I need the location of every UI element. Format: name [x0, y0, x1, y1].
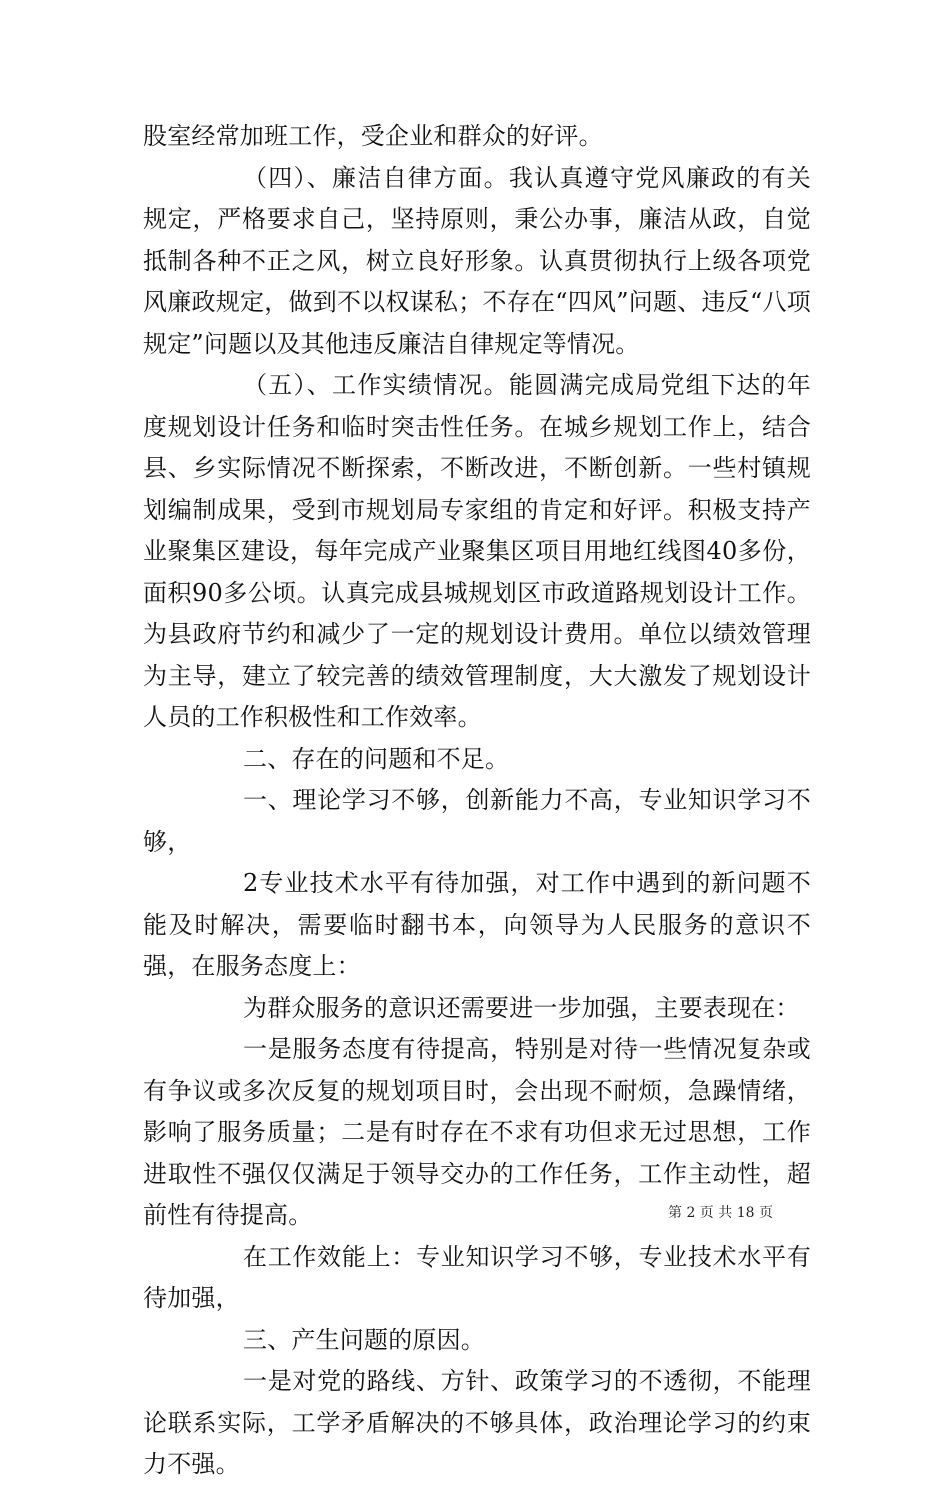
paragraph-continuation: 股室经常加班工作，受企业和群众的好评。 — [143, 122, 603, 150]
paragraph-technical-level: 2专业技术水平有待加强，对工作中遇到的新问题不能及时解决，需要临时翻书本，向领导为人民服务的意识不强，在服务态度上： — [143, 869, 811, 980]
paragraph-performance: （五）、工作实绩情况。能圆满完成局党组下达的年度规划设计任务和临时突击性任务。在城乡规划工作上，结合县、乡实际情况不断探索，不断改进，不断创新。一些村镇规划编制成果，受到市规划局专家组的肯定和好评。积极支持产业聚集区建设，每年完成产业聚集区项目用地红线图40多份，面积90多公顷。认真完成县城规划区市政道路规划设计工作。为县政府节约和减少了一定的规划设计费用。单位以绩效管理为主导，建立了较完善的绩效管理制度，大大激发了规划设计人员的工作积极性和工作效率。 — [143, 371, 811, 731]
paragraph-theory-study: 一、理论学习不够，创新能力不高，专业知识学习不够， — [143, 786, 811, 856]
paragraph-service-attitude: 一是服务态度有待提高，特别是对待一些情况复杂或有争议或多次反复的规划项目时，会出现不耐烦，急躁情绪，影响了服务质量；二是有时存在不求有功但求无过思想，工作进取性不强仅仅满足于领导交办的工作任务，工作主动性，超前性有待提高。 — [143, 1035, 811, 1229]
paragraph-cause-one: 一是对党的路线、方针、政策学习的不透彻，不能理论联系实际，工学矛盾解决的不够具体，政治理论学习的约束力不强。 — [143, 1367, 811, 1478]
section-heading-causes: 三、产生问题的原因。 — [243, 1325, 485, 1354]
paragraph-integrity: （四）、廉洁自律方面。我认真遵守党风廉政的有关规定，严格要求自己，坚持原则，秉公办事，廉洁从政，自觉抵制各种不正之风，树立良好形象。认真贯彻执行上级各项党风廉政规定，做到不以权谋私；不存在“四风”问题、违反“八项规定”问题以及其他违反廉洁自律规定等情况。 — [143, 163, 811, 358]
paragraph-work-efficiency: 在工作效能上：专业知识学习不够，专业技术水平有待加强， — [143, 1242, 811, 1312]
document-body — [143, 116, 811, 1486]
section-heading-problems: 二、存在的问题和不足。 — [243, 744, 510, 773]
paragraph-service-awareness: 为群众服务的意识还需要进一步加强，主要表现在： — [243, 993, 800, 1022]
page-number-footer: 第 2 页 共 18 页 — [668, 1205, 773, 1221]
